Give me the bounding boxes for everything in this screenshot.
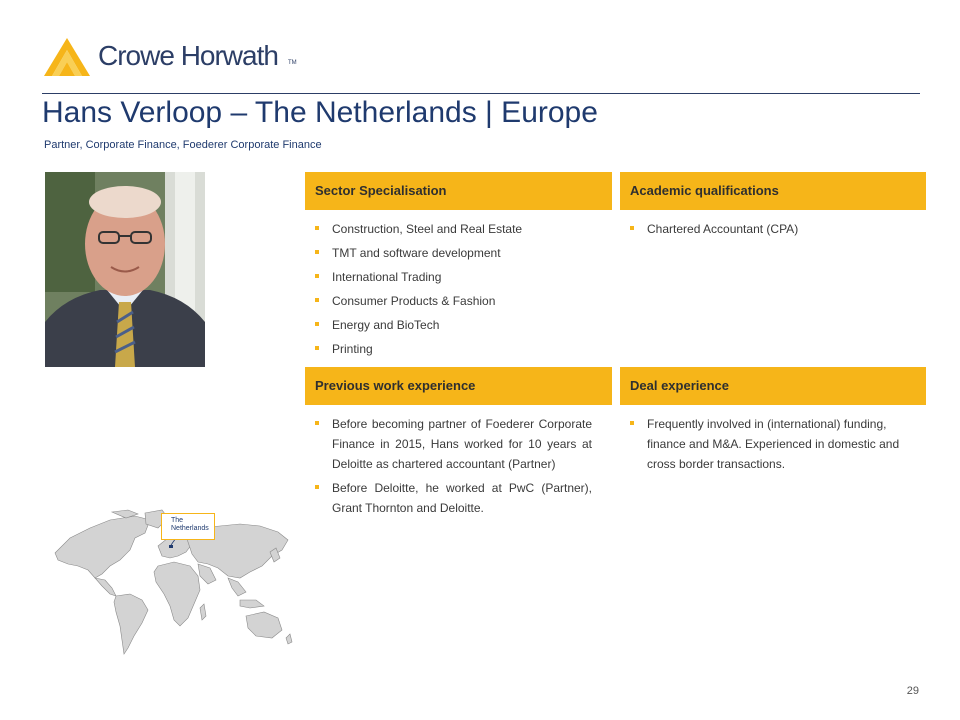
bullet-icon	[315, 274, 319, 278]
deal-experience-panel	[620, 367, 926, 478]
bullet-icon	[315, 322, 319, 326]
logo-wordmark: Crowe Horwath	[98, 40, 278, 71]
academic-qualifications-panel	[620, 172, 926, 243]
sector-list	[305, 210, 612, 359]
list-item: Chartered Accountant (CPA)	[630, 219, 926, 239]
bullet-icon	[315, 346, 319, 350]
portrait-photo	[45, 172, 205, 367]
academic-qualifications-heading: Academic qualifications	[620, 172, 926, 210]
bullet-icon	[630, 226, 634, 230]
deal-list	[620, 405, 926, 474]
list-item: Frequently involved in (international) funding, finance and M&A. Experienced in domestic and cross border transactions.	[630, 414, 914, 474]
list-item: Energy and BioTech	[315, 315, 612, 335]
bullet-icon	[315, 485, 319, 489]
sector-specialisation-panel	[305, 172, 612, 363]
deal-experience-heading: Deal experience	[620, 367, 926, 405]
bullet-icon	[315, 226, 319, 230]
bullet-icon	[315, 250, 319, 254]
header-rule	[42, 93, 920, 94]
list-item: Before Deloitte, he worked at PwC (Partner), Grant Thornton and Deloitte.	[315, 478, 592, 518]
academic-list	[620, 210, 926, 239]
sector-specialisation-heading: Sector Specialisation	[305, 172, 612, 210]
page-number: 29	[906, 685, 919, 697]
bullet-icon	[630, 421, 634, 425]
list-item: TMT and software development	[315, 243, 612, 263]
work-list	[305, 405, 612, 518]
page-title: Hans Verloop – The Netherlands | Europe	[42, 96, 598, 129]
crowe-sunburst-icon	[42, 36, 92, 78]
bullet-icon	[315, 298, 319, 302]
list-item: International Trading	[315, 267, 612, 287]
list-item: Consumer Products & Fashion	[315, 291, 612, 311]
list-item: Printing	[315, 339, 612, 359]
page-subtitle: Partner, Corporate Finance, Foederer Corporate Finance	[44, 139, 322, 151]
previous-work-experience-heading: Previous work experience	[305, 367, 612, 405]
previous-work-experience-panel	[305, 367, 612, 522]
map-callout-label: The Netherlands	[161, 513, 215, 540]
crowe-horwath-logo	[42, 36, 302, 78]
logo-trademark: TM	[288, 60, 297, 66]
bullet-icon	[315, 421, 319, 425]
list-item: Construction, Steel and Real Estate	[315, 219, 612, 239]
list-item: Before becoming partner of Foederer Corporate Finance in 2015, Hans worked for 10 years at Deloitte as chartered accountant (Partner)	[315, 414, 592, 474]
